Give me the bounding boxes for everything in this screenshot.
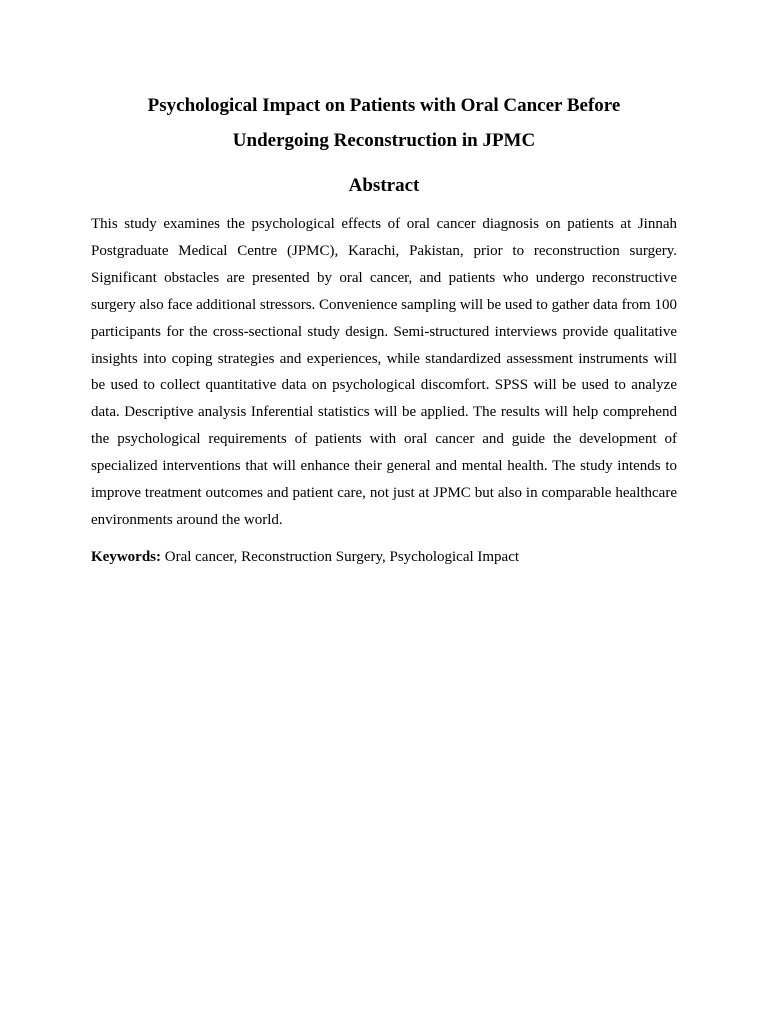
- abstract-body: This study examines the psychological effects of oral cancer diagnosis on patients at Jinnah Postgraduate Medical Centre (JPMC), Karachi, Pakistan, prior to reconstruction surgery. Significant obstacles are presented by oral cancer, and patients who undergo reconstructive surgery also face additional stressors. Convenience sampling will be used to gather data from 100 participants for the cross-sectional study design. Semi-structured interviews provide qualitative insights into coping strategies and experiences, while standardized assessment instruments will be used to collect quantitative data on psychological discomfort. SPSS will be used to analyze data. Descriptive analysis Inferential statistics will be applied. The results will help comprehend the psychological requirements of patients with oral cancer and guide the development of specialized interventions that will enhance their general and mental health. The study intends to improve treatment outcomes and patient care, not just at JPMC but also in comparable healthcare environments around the world.: [91, 216, 677, 528]
- keywords-label: Keywords:: [91, 548, 161, 565]
- paper-title-line-2: Undergoing Reconstruction in JPMC: [232, 130, 536, 151]
- keywords-line: [91, 544, 677, 570]
- paper-title: [91, 88, 677, 158]
- abstract-heading: Abstract: [348, 175, 420, 196]
- keywords-text: Oral cancer, Reconstruction Surgery, Psychological Impact: [161, 548, 520, 565]
- paper-title-line-1: Psychological Impact on Patients with Oral Cancer Before: [147, 95, 621, 116]
